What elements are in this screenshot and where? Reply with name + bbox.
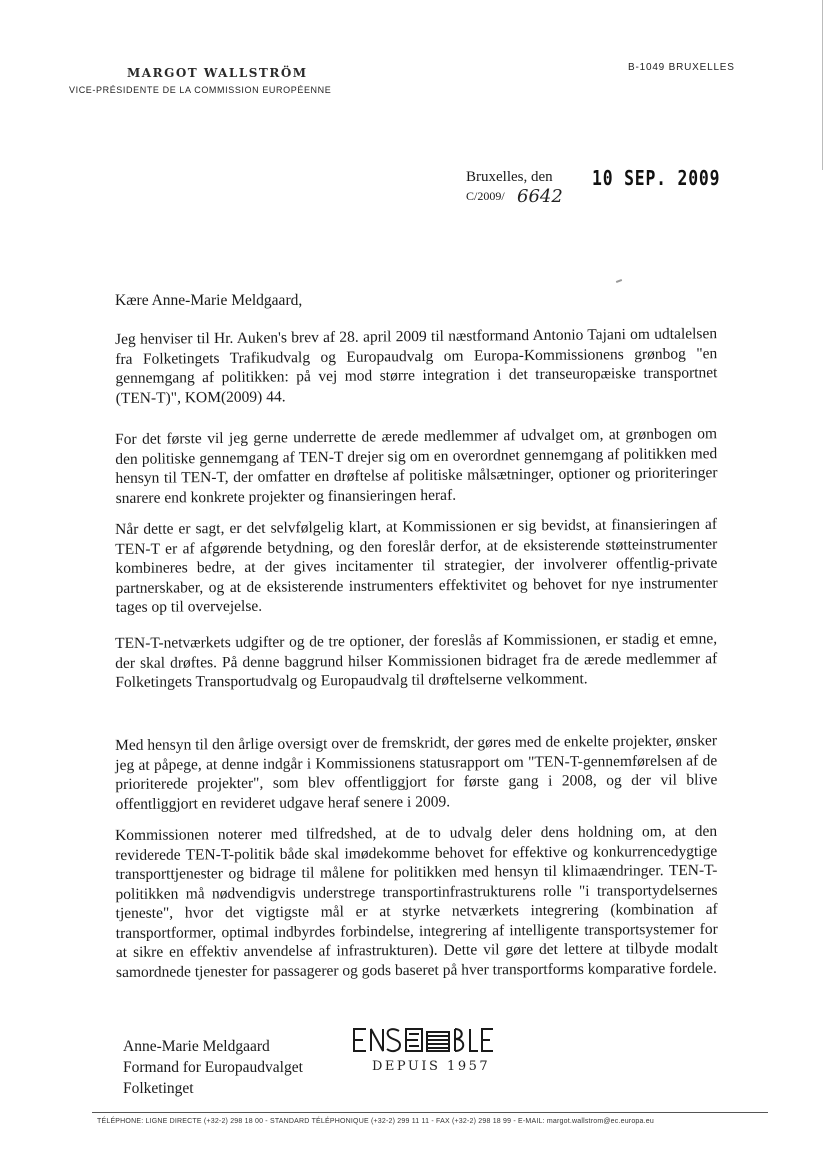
paragraph-3: Når dette er sagt, er det selvfølgelig klart, at Kommissionen er sig bevidst, at finansieringen af TEN-T er af afgørende betydning, og den foreslår derfor, at de eksisterende støtteinstrumenter kombineres bedre, at der gives incitamenter til strategier, der involverer offentlig-private partnerskaber, og at de eksisterende instrumenters effektivitet og behovet for nye instrumenter tages op til overvejelse. bbox=[115, 515, 718, 616]
paragraph-4: TEN-T-netværkets udgifter og de tre optioner, der foreslås af Kommissionen, er stadig et emne, der skal drøftes. På denne baggrund hilser Kommissionen bidraget fra de ærede medlemmer af Folketingets Transportudvalg og Europaudvalg til drøftelserne velkomment. bbox=[115, 630, 718, 691]
paragraph-5: Med hensyn til den årlige oversigt over de fremskridt, der gøres med de enkelte projekter, ønsker jeg at påpege, at denne indgår i Kommissionens statusrapport om "TEN-T-gennemførelsen af de prioriterede projekter", som blev offentliggjort for første gang i 2008, og der vil blive offentliggjort en revideret udgave heraf senere i 2009. bbox=[115, 732, 718, 813]
paragraph-2: For det første vil jeg gerne underrette de ærede medlemmer af udvalget om, at grønbogen om den politiske gennemgang af TEN-T drejer sig om en overordnet gennemgang af politikken med hensyn til TEN-T, der omfatter en drøftelse af politiske målsætninger, optioner og prioriteringer snarere end konkrete projekter og finansieringen heraf. bbox=[115, 425, 718, 507]
footer-divider bbox=[92, 1112, 768, 1113]
dateline-place: Bruxelles, den bbox=[466, 169, 553, 185]
page-edge-line bbox=[822, 0, 823, 170]
letterhead-address: B-1049 BRUXELLES bbox=[628, 62, 735, 73]
paragraph-1: Jeg henviser til Hr. Auken's brev af 28. april 2009 til næstformand Antonio Tajani om udtalelsen fra Folketingets Trafikudvalg og Europaudvalg om Europa-Kommissionens grønbog "en gennemgang af politikken: på vej mod større integration i det transeuropæiske transportnet (TEN-T)", KOM(2009) 44. bbox=[115, 325, 718, 407]
recipient-block bbox=[123, 1036, 303, 1099]
date-stamp: 10 SEP. 2009 bbox=[592, 166, 721, 190]
logo-subtitle: DEPUIS 1957 bbox=[372, 1059, 491, 1074]
recipient-role: Formand for Europaudvalget bbox=[123, 1059, 303, 1076]
recipient-name: Anne-Marie Meldgaard bbox=[123, 1038, 270, 1055]
greeting: Kære Anne-Marie Meldgaard, bbox=[115, 292, 303, 309]
scan-speck bbox=[616, 279, 622, 283]
letterhead-title: VICE-PRÉSIDENTE DE LA COMMISSION EUROPÉENNE bbox=[69, 85, 332, 95]
footer-contact: TÉLÉPHONE: LIGNE DIRECTE (+32-2) 298 18 00 - STANDARD TÉLÉPHONIQUE (+32-2) 299 11 11 - FAX (+32-2) 298 18 99 - E-MAIL: margot.wallstrom@ec.europa.eu bbox=[97, 1118, 654, 1125]
letterhead-name: MARGOT WALLSTRÖM bbox=[127, 66, 308, 80]
ensemble-logo bbox=[352, 1026, 512, 1054]
recipient-institution: Folketinget bbox=[123, 1080, 194, 1097]
reference-handwritten: 6642 bbox=[517, 186, 563, 207]
reference-number-label: C/2009/ bbox=[466, 189, 505, 203]
paragraph-6: Kommissionen noterer med tilfredshed, at de to udvalg deler dens holdning om, at den reviderede TEN-T-politik både skal imødekomme behovet for effektive og konkurrencedygtige transporttjenester og bidrage til målene for politikken med hensyn til klimaændringer. TEN-T-politikken må nødvendigvis understrege transportinfrastrukturens rolle "i transportydelsernes tjeneste", hvor det vigtigste mål er at styrke netværkets integrering (kombination af transportformer, optimal indbyrdes forbindelse, integrering af intelligente transportsystemer for at sikre en effektiv anvendelse af infrastrukturen). Dette vil gøre det lettere at tilbyde modalt samordnede tjenester for passagerer og gods baseret på hver transportforms komparative fordele. bbox=[115, 822, 718, 981]
